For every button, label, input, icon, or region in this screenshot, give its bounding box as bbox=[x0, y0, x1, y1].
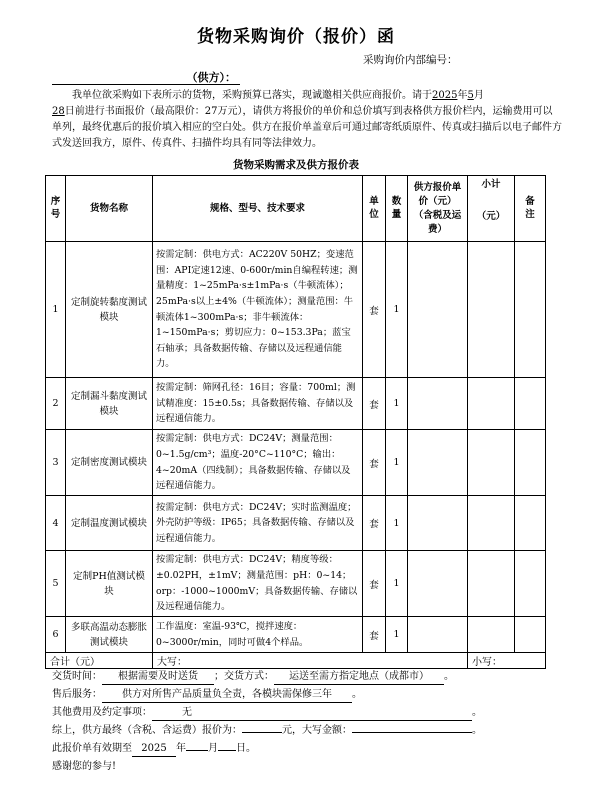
table-row bbox=[46, 617, 546, 653]
deadline-month: 5 bbox=[467, 90, 474, 101]
row-name: 定制漏斗黏度测试模块 bbox=[66, 378, 153, 430]
row-name: 多联高温动态膨胀测试模块 bbox=[66, 617, 153, 653]
row-spec: 工作温度：室温-93℃，搅拌速度：0~3000r/min，同时可做4个样品。 bbox=[153, 617, 363, 653]
delivery-end: 。 bbox=[444, 671, 454, 682]
row-no: 2 bbox=[46, 378, 66, 430]
transport-label: ；交货方式： bbox=[214, 671, 274, 682]
row-subtotal-cell[interactable] bbox=[468, 378, 515, 430]
row-no: 5 bbox=[46, 551, 66, 617]
total-label: 合计（元） bbox=[46, 653, 153, 669]
row-spec: 按需定制：筛网孔径：16目；容量：700ml；测试精准度：15±0.5s；具备数据传输、存储以及远程通信能力。 bbox=[153, 378, 363, 430]
row-spec: 按需定制：供电方式：DC24V；精度等级：±0.02PH，±1mV；测量范围：pH：0~14；orp：-1000~1000mV；具备数据传输、存储以及远程通信能力。 bbox=[153, 551, 363, 617]
table-row bbox=[46, 496, 546, 551]
row-subtotal-cell[interactable] bbox=[468, 551, 515, 617]
other-label: 其他费用及约定事项： bbox=[52, 707, 152, 718]
row-qty: 1 bbox=[386, 496, 408, 551]
total-lower-field[interactable] bbox=[468, 653, 546, 669]
row-price-cell[interactable] bbox=[408, 617, 468, 653]
row-price-cell[interactable] bbox=[408, 242, 468, 378]
row-qty: 1 bbox=[386, 551, 408, 617]
year-unit: 年 bbox=[457, 90, 468, 101]
row-qty: 1 bbox=[386, 242, 408, 378]
header-no: 序号 bbox=[46, 176, 66, 242]
row-spec: 按需定制：供电方式：DC24V；实时监测温度；外壳防护等级：IP65；具备数据传输、存储以及远程通信能力。 bbox=[153, 496, 363, 551]
quote-table bbox=[45, 175, 546, 669]
final-end: 。 bbox=[472, 725, 482, 736]
validity-day-field[interactable] bbox=[218, 750, 236, 751]
row-spec: 按需定制：供电方式：AC220V 50HZ；变速范围：API定速12速、0-600r/min自编程转速；测量精度：1~25mPa·s±1mPa·s（牛顿流体）；25mPa·s以上±4%（牛顿流体）；测量范围：牛顿流体1~300mPa·s；非牛顿流体：1~150mPa·s；剪切应力：0~153.3Pa；蓝宝石轴承；具备数据传输、存储以及远程通信能力。 bbox=[153, 242, 363, 378]
validity-month-field[interactable] bbox=[186, 750, 208, 751]
row-no: 6 bbox=[46, 617, 66, 653]
row-unit: 套 bbox=[363, 430, 386, 496]
table-row bbox=[46, 378, 546, 430]
row-qty: 1 bbox=[386, 430, 408, 496]
row-unit: 套 bbox=[363, 496, 386, 551]
row-unit: 套 bbox=[363, 242, 386, 378]
page-title: 货物采购询价（报价）函 bbox=[197, 27, 395, 47]
header-subtotal: 小计 （元） bbox=[468, 176, 515, 242]
row-subtotal-cell[interactable] bbox=[468, 617, 515, 653]
row-no: 3 bbox=[46, 430, 66, 496]
final-amount-field[interactable] bbox=[242, 732, 282, 733]
deadline-year: 2025 bbox=[432, 90, 458, 101]
header-price: 供方报价单价（元）（含税及运费） bbox=[408, 176, 468, 242]
total-upper-label: 大写： bbox=[157, 657, 187, 668]
intro-text-2: 日前进行书面报价（最高限价：27万元），请供方将报价的单价和总价填写到表格供方报价栏内，运输费用可以单列，最终优惠后的报价填入相应的空白处。供方在报价单盖章后可通过邮寄纸质原件、传真或扫描后以电子邮件方式发送回我方，原件、传真件、扫描件均具有同等法律效力。 bbox=[52, 106, 562, 149]
service-end: 。 bbox=[352, 689, 362, 700]
final-unit: 元，大写金额： bbox=[282, 725, 352, 736]
row-spec: 按需定制：供电方式：DC24V；测量范围：0~1.5g/cm³；温度-20°C~110°C；输出：4~20mA（四线制）；具备数据传输、存储以及远程通信能力。 bbox=[153, 430, 363, 496]
row-subtotal-cell[interactable] bbox=[468, 496, 515, 551]
row-remark-cell[interactable] bbox=[515, 378, 546, 430]
row-remark-cell[interactable] bbox=[515, 242, 546, 378]
header-qty: 数量 bbox=[386, 176, 408, 242]
table-title: 货物采购需求及供方报价表 bbox=[233, 159, 359, 171]
row-qty: 1 bbox=[386, 617, 408, 653]
other-line bbox=[52, 706, 572, 721]
validity-line bbox=[52, 742, 572, 757]
table-header-row bbox=[46, 176, 546, 242]
row-no: 1 bbox=[46, 242, 66, 378]
row-price-cell[interactable] bbox=[408, 551, 468, 617]
row-name: 定制PH值测试模块 bbox=[66, 551, 153, 617]
intro-paragraph bbox=[52, 88, 562, 152]
delivery-line bbox=[52, 670, 572, 685]
validity-month-unit: 月 bbox=[208, 743, 218, 754]
row-name: 定制密度测试模块 bbox=[66, 430, 153, 496]
table-row bbox=[46, 242, 546, 378]
header-name: 货物名称 bbox=[66, 176, 153, 242]
final-price-line bbox=[52, 724, 572, 738]
deadline-day: 28 bbox=[52, 106, 65, 117]
row-price-cell[interactable] bbox=[408, 430, 468, 496]
total-upper-field[interactable] bbox=[153, 653, 468, 669]
validity-year: 2025 bbox=[132, 742, 176, 757]
thanks-text: 感谢您的参与! bbox=[52, 761, 117, 772]
header-remark: 备注 bbox=[515, 176, 546, 242]
service-value: 供方对所售产品质量负全责，各模块需保修三年 bbox=[102, 688, 352, 703]
row-qty: 1 bbox=[386, 378, 408, 430]
intro-text-1: 我单位欲采购如下表所示的货物，采购预算已落实，现诚邀相关供应商报价。请于 bbox=[72, 90, 432, 101]
row-price-cell[interactable] bbox=[408, 378, 468, 430]
row-remark-cell[interactable] bbox=[515, 430, 546, 496]
total-row bbox=[46, 653, 546, 669]
final-label: 综上，供方最终（含税、含运费）报价为： bbox=[52, 725, 242, 736]
delivery-value: 根据需要及时送货 bbox=[102, 670, 214, 685]
other-end: 。 bbox=[472, 707, 482, 718]
row-remark-cell[interactable] bbox=[515, 617, 546, 653]
table-row bbox=[46, 551, 546, 617]
inquiry-ref-label: 采购询价内部编号： bbox=[363, 54, 458, 66]
validity-label: 此报价单有效期至 bbox=[52, 743, 132, 754]
row-remark-cell[interactable] bbox=[515, 551, 546, 617]
row-subtotal-cell[interactable] bbox=[468, 430, 515, 496]
row-name: 定制温度测试模块 bbox=[66, 496, 153, 551]
validity-day-unit: 日。 bbox=[236, 743, 256, 754]
delivery-label: 交货时间： bbox=[52, 671, 102, 682]
final-upper-field[interactable] bbox=[352, 732, 472, 733]
row-name: 定制旋转黏度测试模块 bbox=[66, 242, 153, 378]
service-line bbox=[52, 688, 572, 703]
header-spec: 规格、型号、技术要求 bbox=[153, 176, 363, 242]
validity-year-unit: 年 bbox=[176, 743, 186, 754]
row-subtotal-cell[interactable] bbox=[468, 242, 515, 378]
supplier-label: （供方）： bbox=[186, 71, 236, 84]
row-unit: 套 bbox=[363, 378, 386, 430]
other-value: 无 bbox=[152, 706, 472, 721]
header-unit: 单位 bbox=[363, 176, 386, 242]
supplier-field[interactable] bbox=[52, 68, 240, 85]
row-no: 4 bbox=[46, 496, 66, 551]
service-label: 售后服务： bbox=[52, 689, 102, 700]
row-price-cell[interactable] bbox=[408, 496, 468, 551]
row-unit: 套 bbox=[363, 551, 386, 617]
transport-value: 运送至需方指定地点（成都市） bbox=[274, 670, 444, 685]
row-remark-cell[interactable] bbox=[515, 496, 546, 551]
total-lower-label: 小写： bbox=[472, 657, 502, 668]
month-unit: 月 bbox=[473, 90, 484, 101]
row-unit: 套 bbox=[363, 617, 386, 653]
table-row bbox=[46, 430, 546, 496]
